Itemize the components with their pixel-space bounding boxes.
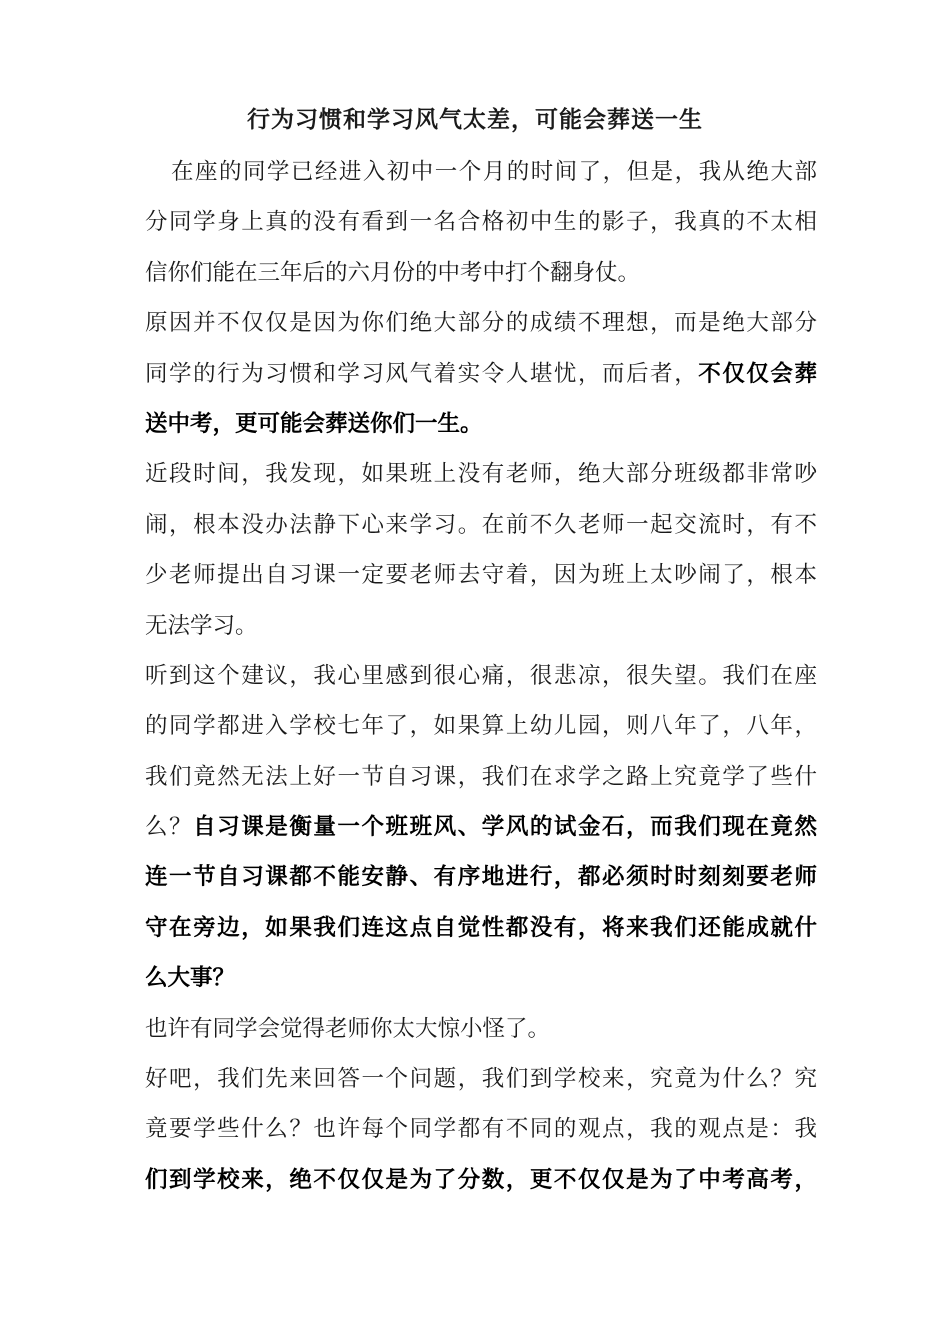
document-title: 行为习惯和学习风气太差，可能会葬送一生 (247, 106, 703, 133)
paragraph-line: 竟要学些什么？也许每个同学都有不同的观点，我的观点是：我 (145, 1116, 817, 1143)
paragraph-line: 的同学都进入学校七年了，如果算上幼儿园，则八年了，八年， (145, 713, 817, 740)
paragraph-line-mixed (145, 349, 817, 399)
paragraph-line: 也许有同学会觉得老师你太大惊小怪了。 (145, 1015, 551, 1042)
paragraph-line: 闹，根本没办法静下心来学习。在前不久老师一起交流时，有不 (145, 511, 817, 538)
paragraph-line-mixed (145, 802, 817, 852)
paragraph-line: 听到这个建议，我心里感到很心痛，很悲凉，很失望。我们在座 (145, 662, 817, 689)
paragraph-line: 原因并不仅仅是因为你们绝大部分的成绩不理想，而是绝大部分 (145, 310, 817, 337)
paragraph-line: 无法学习。 (145, 612, 258, 639)
paragraph-line: 好吧，我们先来回答一个问题，我们到学校来，究竟为什么？究 (145, 1066, 817, 1093)
emphasis-text: 自习课是衡量一个班班风、学风的试金石，而我们现在竟然 (193, 814, 817, 841)
emphasis-text: 不仅仅会葬 (698, 360, 817, 387)
paragraph-line: 近段时间，我发现，如果班上没有老师，绝大部分班级都非常吵 (145, 461, 817, 488)
paragraph-text: 么？ (145, 814, 194, 841)
emphasis-line: 送中考，更可能会葬送你们一生。 (145, 410, 483, 437)
paragraph-line: 分同学身上真的没有看到一名合格初中生的影子，我真的不太相 (145, 209, 817, 236)
emphasis-line: 守在旁边，如果我们连这点自觉性都没有，将来我们还能成就什 (145, 914, 817, 941)
emphasis-line: 么大事？ (145, 965, 236, 992)
paragraph-text: 同学的行为习惯和学习风气着实令人堪忧，而后者， (145, 360, 699, 387)
paragraph-line: 信你们能在三年后的六月份的中考中打个翻身仗。 (145, 259, 641, 286)
document-body (145, 147, 817, 1205)
emphasis-line: 们到学校来，绝不仅仅是为了分数，更不仅仅是为了中考高考， (145, 1166, 817, 1193)
paragraph-line: 在座的同学已经进入初中一个月的时间了，但是，我从绝大部 (171, 159, 817, 185)
emphasis-line: 连一节自习课都不能安静、有序地进行，都必须时时刻刻要老师 (145, 864, 817, 891)
paragraph-line: 少老师提出自习课一定要老师去守着，因为班上太吵闹了，根本 (145, 562, 817, 589)
paragraph-line: 我们竟然无法上好一节自习课，我们在求学之路上究竟学了些什 (145, 763, 817, 790)
